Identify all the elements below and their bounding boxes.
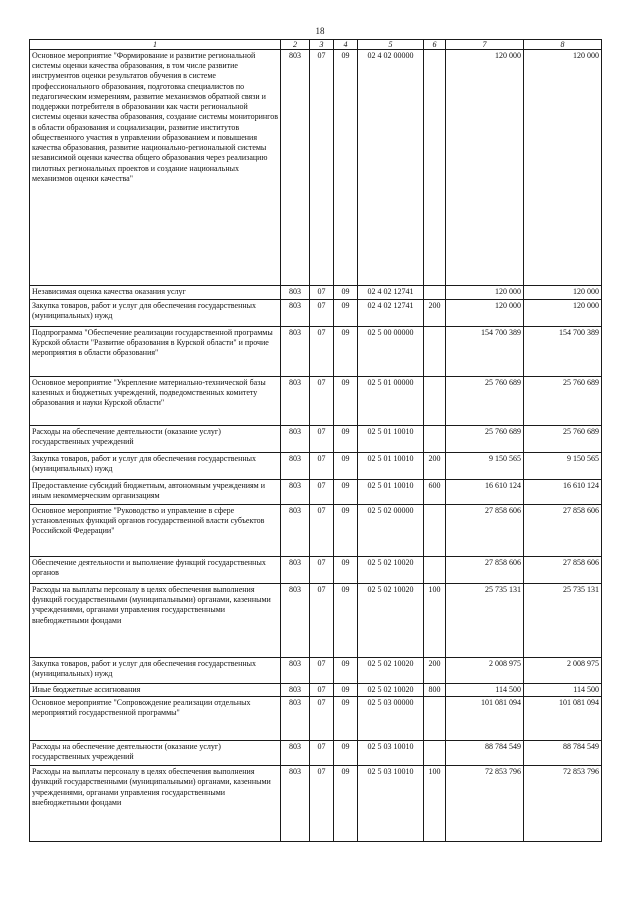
row-admin-code: 803 bbox=[281, 50, 310, 286]
row-amount-plan: 27 858 606 bbox=[446, 505, 524, 557]
row-section: 07 bbox=[310, 766, 334, 842]
row-admin-code: 803 bbox=[281, 741, 310, 766]
row-name: Обеспечение деятельности и выполнение функций государственных органов bbox=[30, 557, 281, 584]
row-section: 07 bbox=[310, 741, 334, 766]
table-row bbox=[30, 480, 602, 505]
row-admin-code: 803 bbox=[281, 766, 310, 842]
row-admin-code: 803 bbox=[281, 286, 310, 300]
row-amount-plan: 16 610 124 bbox=[446, 480, 524, 505]
row-name: Расходы на выплаты персоналу в целях обеспечения выполнения функций государственными (муниципальными) органами, казенными учреждениями, органами управления государственными внебюджетными фондами bbox=[30, 584, 281, 658]
row-admin-code: 803 bbox=[281, 557, 310, 584]
row-amount-plan: 2 008 975 bbox=[446, 658, 524, 684]
row-amount-plan: 154 700 389 bbox=[446, 327, 524, 377]
row-expense-type bbox=[424, 377, 446, 426]
row-name: Независимая оценка качества оказания услуг bbox=[30, 286, 281, 300]
row-subsection: 09 bbox=[334, 766, 358, 842]
row-amount-approved: 25 760 689 bbox=[524, 377, 602, 426]
row-name: Расходы на обеспечение деятельности (оказание услуг) государственных учреждений bbox=[30, 741, 281, 766]
row-section: 07 bbox=[310, 327, 334, 377]
row-amount-approved: 101 081 094 bbox=[524, 697, 602, 741]
header-col-7: 7 bbox=[446, 40, 524, 50]
row-expense-type bbox=[424, 327, 446, 377]
row-admin-code: 803 bbox=[281, 584, 310, 658]
row-amount-approved: 88 784 549 bbox=[524, 741, 602, 766]
header-col-2: 2 bbox=[281, 40, 310, 50]
header-row bbox=[30, 40, 602, 50]
row-amount-approved: 25 735 131 bbox=[524, 584, 602, 658]
row-section: 07 bbox=[310, 557, 334, 584]
row-amount-approved: 27 858 606 bbox=[524, 505, 602, 557]
row-subsection: 09 bbox=[334, 286, 358, 300]
row-amount-approved: 154 700 389 bbox=[524, 327, 602, 377]
row-target-article: 02 5 02 10020 bbox=[358, 684, 424, 697]
row-section: 07 bbox=[310, 584, 334, 658]
row-amount-approved: 16 610 124 bbox=[524, 480, 602, 505]
table-row bbox=[30, 50, 602, 286]
table-row bbox=[30, 766, 602, 842]
row-section: 07 bbox=[310, 658, 334, 684]
row-expense-type bbox=[424, 741, 446, 766]
header-col-4: 4 bbox=[334, 40, 358, 50]
row-admin-code: 803 bbox=[281, 480, 310, 505]
table-row bbox=[30, 741, 602, 766]
row-name: Закупка товаров, работ и услуг для обеспечения государственных (муниципальных) нужд bbox=[30, 658, 281, 684]
row-expense-type bbox=[424, 426, 446, 453]
row-name: Расходы на обеспечение деятельности (оказание услуг) государственных учреждений bbox=[30, 426, 281, 453]
row-section: 07 bbox=[310, 505, 334, 557]
row-target-article: 02 5 02 10020 bbox=[358, 658, 424, 684]
row-amount-approved: 25 760 689 bbox=[524, 426, 602, 453]
row-amount-approved: 72 853 796 bbox=[524, 766, 602, 842]
header-col-3: 3 bbox=[310, 40, 334, 50]
row-target-article: 02 5 01 00000 bbox=[358, 377, 424, 426]
row-admin-code: 803 bbox=[281, 426, 310, 453]
row-section: 07 bbox=[310, 453, 334, 480]
row-subsection: 09 bbox=[334, 741, 358, 766]
row-expense-type: 100 bbox=[424, 584, 446, 658]
row-section: 07 bbox=[310, 50, 334, 286]
table-row bbox=[30, 377, 602, 426]
row-admin-code: 803 bbox=[281, 300, 310, 327]
row-name: Подпрограмма "Обеспечение реализации государственной программы Курской области "Развитие образования в Курской области" и прочие мероприятия в области образования" bbox=[30, 327, 281, 377]
row-amount-plan: 120 000 bbox=[446, 50, 524, 286]
row-subsection: 09 bbox=[334, 684, 358, 697]
table-row bbox=[30, 426, 602, 453]
row-amount-approved: 114 500 bbox=[524, 684, 602, 697]
row-target-article: 02 5 02 10020 bbox=[358, 557, 424, 584]
row-target-article: 02 4 02 12741 bbox=[358, 286, 424, 300]
row-target-article: 02 5 02 00000 bbox=[358, 505, 424, 557]
row-amount-approved: 27 858 606 bbox=[524, 557, 602, 584]
row-target-article: 02 5 00 00000 bbox=[358, 327, 424, 377]
row-name: Основное мероприятие "Сопровождение реализации отдельных мероприятий государственной программы" bbox=[30, 697, 281, 741]
row-expense-type bbox=[424, 50, 446, 286]
row-amount-plan: 9 150 565 bbox=[446, 453, 524, 480]
row-expense-type: 800 bbox=[424, 684, 446, 697]
row-name: Основное мероприятие "Укрепление материально-технической базы казенных и бюджетных учреждений, подведомственных комитету образования и науки Курской области" bbox=[30, 377, 281, 426]
row-amount-approved: 9 150 565 bbox=[524, 453, 602, 480]
row-expense-type bbox=[424, 557, 446, 584]
row-amount-plan: 27 858 606 bbox=[446, 557, 524, 584]
budget-table bbox=[29, 39, 602, 842]
row-section: 07 bbox=[310, 426, 334, 453]
row-expense-type: 200 bbox=[424, 453, 446, 480]
row-amount-plan: 101 081 094 bbox=[446, 697, 524, 741]
row-amount-approved: 120 000 bbox=[524, 50, 602, 286]
row-subsection: 09 bbox=[334, 377, 358, 426]
row-subsection: 09 bbox=[334, 557, 358, 584]
header-col-8: 8 bbox=[524, 40, 602, 50]
row-name: Иные бюджетные ассигнования bbox=[30, 684, 281, 697]
row-amount-plan: 88 784 549 bbox=[446, 741, 524, 766]
row-target-article: 02 5 01 10010 bbox=[358, 426, 424, 453]
row-admin-code: 803 bbox=[281, 377, 310, 426]
table-row bbox=[30, 453, 602, 480]
header-col-5: 5 bbox=[358, 40, 424, 50]
row-amount-approved: 120 000 bbox=[524, 286, 602, 300]
row-name: Закупка товаров, работ и услуг для обеспечения государственных (муниципальных) нужд bbox=[30, 453, 281, 480]
row-name: Предоставление субсидий бюджетным, автономным учреждениям и иным некоммерческим организациям bbox=[30, 480, 281, 505]
row-amount-plan: 114 500 bbox=[446, 684, 524, 697]
row-target-article: 02 5 03 10010 bbox=[358, 766, 424, 842]
row-name: Закупка товаров, работ и услуг для обеспечения государственных (муниципальных) нужд bbox=[30, 300, 281, 327]
row-target-article: 02 5 03 00000 bbox=[358, 697, 424, 741]
row-subsection: 09 bbox=[334, 584, 358, 658]
row-target-article: 02 5 01 10010 bbox=[358, 453, 424, 480]
row-name: Основное мероприятие "Формирование и развитие региональной системы оценки качества образования, в том числе развитие инструментов оценки результатов обучения в системе профессионального образования, подготовка специалистов по педагогическим измерениям, развитие механизмов обратной связи и поддержки потребителя в образовании как части региональной системы оценки качества образования, создание системы мониторингов в области образования и социализации, развитие институтов общественного участия в управлении образованием и повышения качества образования, развитие национально-региональной системы независимой оценки качества общего образования через реализацию пилотных региональных проектов и создание национальных механизмов оценки качества" bbox=[30, 50, 281, 286]
row-expense-type: 200 bbox=[424, 658, 446, 684]
table-row bbox=[30, 557, 602, 584]
row-expense-type bbox=[424, 286, 446, 300]
row-subsection: 09 bbox=[334, 480, 358, 505]
row-admin-code: 803 bbox=[281, 684, 310, 697]
header-col-1: 1 bbox=[30, 40, 281, 50]
table-row bbox=[30, 327, 602, 377]
row-section: 07 bbox=[310, 697, 334, 741]
row-admin-code: 803 bbox=[281, 505, 310, 557]
page-number: 18 bbox=[315, 26, 325, 36]
row-target-article: 02 5 02 10020 bbox=[358, 584, 424, 658]
row-admin-code: 803 bbox=[281, 697, 310, 741]
row-expense-type: 200 bbox=[424, 300, 446, 327]
row-subsection: 09 bbox=[334, 426, 358, 453]
row-name: Основное мероприятие "Руководство и управление в сфере установленных функций органов государственной власти субъектов Российской Федерации" bbox=[30, 505, 281, 557]
row-expense-type: 100 bbox=[424, 766, 446, 842]
row-amount-plan: 25 735 131 bbox=[446, 584, 524, 658]
row-subsection: 09 bbox=[334, 453, 358, 480]
table-row bbox=[30, 658, 602, 684]
row-section: 07 bbox=[310, 480, 334, 505]
row-target-article: 02 5 01 10010 bbox=[358, 480, 424, 505]
header-col-6: 6 bbox=[424, 40, 446, 50]
row-amount-plan: 25 760 689 bbox=[446, 377, 524, 426]
row-amount-plan: 72 853 796 bbox=[446, 766, 524, 842]
row-name: Расходы на выплаты персоналу в целях обеспечения выполнения функций государственными (муниципальными) органами, казенными учреждениями, органами управления государственными внебюджетными фондами bbox=[30, 766, 281, 842]
table-row bbox=[30, 286, 602, 300]
row-section: 07 bbox=[310, 377, 334, 426]
row-admin-code: 803 bbox=[281, 658, 310, 684]
row-amount-plan: 120 000 bbox=[446, 300, 524, 327]
row-subsection: 09 bbox=[334, 300, 358, 327]
row-target-article: 02 4 02 00000 bbox=[358, 50, 424, 286]
row-subsection: 09 bbox=[334, 658, 358, 684]
row-subsection: 09 bbox=[334, 327, 358, 377]
row-expense-type: 600 bbox=[424, 480, 446, 505]
table-row bbox=[30, 505, 602, 557]
table-row bbox=[30, 684, 602, 697]
row-subsection: 09 bbox=[334, 50, 358, 286]
row-target-article: 02 5 03 10010 bbox=[358, 741, 424, 766]
row-subsection: 09 bbox=[334, 697, 358, 741]
table-row bbox=[30, 584, 602, 658]
row-admin-code: 803 bbox=[281, 327, 310, 377]
row-target-article: 02 4 02 12741 bbox=[358, 300, 424, 327]
row-amount-plan: 25 760 689 bbox=[446, 426, 524, 453]
table-row bbox=[30, 300, 602, 327]
row-admin-code: 803 bbox=[281, 453, 310, 480]
row-section: 07 bbox=[310, 286, 334, 300]
row-expense-type bbox=[424, 697, 446, 741]
row-amount-plan: 120 000 bbox=[446, 286, 524, 300]
row-section: 07 bbox=[310, 684, 334, 697]
row-subsection: 09 bbox=[334, 505, 358, 557]
row-amount-approved: 2 008 975 bbox=[524, 658, 602, 684]
row-amount-approved: 120 000 bbox=[524, 300, 602, 327]
table-row bbox=[30, 697, 602, 741]
row-expense-type bbox=[424, 505, 446, 557]
row-section: 07 bbox=[310, 300, 334, 327]
